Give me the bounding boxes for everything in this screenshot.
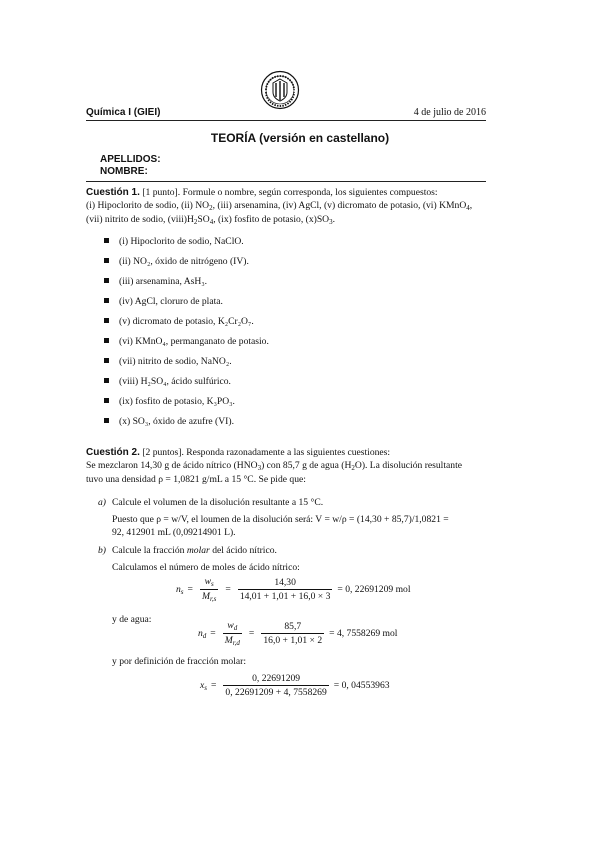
list-item: (vii) nitrito de sodio, NaNO₂. <box>104 356 232 367</box>
part-a-label: a) <box>98 497 106 508</box>
question-2-statement: Cuestión 2. [2 puntos]. Responda razonadamente a las siguientes cuestiones: Se mezclaron 14,30 g de ácido nítrico $(HNO_3)$ con 85,7 g de agua $(H_2O)$. La disolución resultante tuvo una densidad ρ = 1,0821 g/mL a 15 °C. Se pide que: <box>86 447 488 487</box>
list-item: (ix) fosfito de potasio, K₃PO₃. <box>104 396 235 407</box>
water-label: y de agua: <box>112 614 152 625</box>
question-1-line2a: (i) Hipoclorito de sodio, (ii) NO <box>86 199 210 211</box>
fraction: $\frac{85,7}{16,0 + 1,01 \times 2}$ <box>263 621 323 646</box>
definition-label: y por definición de fracción molar: <box>112 656 246 667</box>
list-item: (x) SO₃, óxido de azufre (VI). <box>104 416 234 427</box>
list-item: (i) Hipoclorito de sodio, NaClO. <box>104 236 244 247</box>
question-1-line2b: , (iii) arsenamina, (iv) AgCl, (v) dicromato de potasio, (vi) KMnO <box>212 199 467 211</box>
name-label: NOMBRE: <box>100 166 148 177</box>
bullet-icon <box>104 338 109 343</box>
fraction: $\frac{14,30}{14,01 + 1,01 + 16,0 \times 3}$ <box>239 577 331 602</box>
question-2-line2: tuvo una densidad ρ = 1,0821 g/mL a 15 °C. Se pide que: <box>86 474 306 486</box>
list-item: (v) dicromato de potasio, K₂Cr₂O₇. <box>104 316 254 327</box>
exam-date: 4 de julio de 2016 <box>413 107 486 118</box>
question-2-line1c: O). La disolución resultante <box>354 459 462 471</box>
bullet-icon <box>104 398 109 403</box>
part-b-label: b) <box>98 545 106 556</box>
name-rule <box>86 181 486 182</box>
university-seal-logo <box>260 70 300 110</box>
list-item: (iv) AgCl, cloruro de plata. <box>104 296 223 307</box>
list-item: (iii) arsenamina, AsH₃. <box>104 276 207 287</box>
equation-moles-acid: $n_s$ = $\frac{w_s}{M_{r,s}}$ = $\frac{14,30}{14,01 + 1,01 + 16,0 \times 3}$ = 0, 22691209 mol <box>176 576 411 603</box>
bullet-icon <box>104 358 109 363</box>
header-rule <box>86 120 486 121</box>
part-a-question: Calcule el volumen de la disolución resultante a 15 °C. <box>112 497 324 508</box>
bullet-icon <box>104 238 109 243</box>
question-1-statement: Cuestión 1. [1 punto]. Formule o nombre, según corresponda, los siguientes compuestos: (i) Hipoclorito de sodio, (ii) $NO_2$, (iii) arsenamina, (iv) AgCl, (v) dicromato de potasio, (vi) KMnO$_4$, (vii) nitrito de sodio, $(viii)H_2SO_4$, (ix) fosfito de potasio, $(x)SO_3$. <box>86 187 473 227</box>
course-name: Química I (GIEI) <box>86 107 161 118</box>
bullet-icon <box>104 418 109 423</box>
part-b-question: Calcule la fracción molar del ácido nítrico. <box>112 545 277 556</box>
question-1-line3a: (vii) nitrito de sodio, (viii)H <box>86 214 194 226</box>
question-1-heading: Cuestión 1. <box>86 187 140 198</box>
fraction: $\frac{0, 22691209}{0, 22691209 + 4, 7558269}$ <box>225 673 327 698</box>
question-1-text: . Formule o nombre, según corresponda, los siguientes compuestos: <box>177 187 438 198</box>
question-1-points: [1 punto] <box>142 187 178 198</box>
question-2-intro: . Responda razonadamente a las siguientes cuestiones: <box>181 447 391 458</box>
fraction: $\frac{w_d}{M_{r,d}}$ <box>224 620 240 647</box>
bullet-icon <box>104 258 109 263</box>
page-title: TEORÍA (versión en castellano) <box>210 131 390 145</box>
question-2-points: [2 puntos] <box>142 447 182 458</box>
list-item: (vi) KMnO₄, permanganato de potasio. <box>104 336 269 347</box>
part-a-answer: Puesto que ρ = w/V, el loumen de la disolución será: V = w/ρ = (14,30 + 85,7)/1,0821 = 92, 412901 mL (0,09214901 L). <box>112 514 449 538</box>
list-item: (viii) H₂SO₄, ácido sulfúrico. <box>104 376 231 387</box>
question-2-line1a: Se mezclaron 14,30 g de ácido nítrico (HNO <box>86 459 258 471</box>
bullet-icon <box>104 378 109 383</box>
bullet-icon <box>104 318 109 323</box>
surname-label: APELLIDOS: <box>100 154 161 165</box>
question-2-line1b: ) con 85,7 g de agua (H <box>261 459 352 471</box>
bullet-icon <box>104 298 109 303</box>
question-2-heading: Cuestión 2. <box>86 447 140 458</box>
fraction: $\frac{w_s}{M_{r,s}}$ <box>201 576 217 603</box>
part-b-intro: Calculamos el número de moles de ácido nítrico: <box>112 562 300 573</box>
question-1-line3b: SO <box>197 214 210 226</box>
list-item: (ii) NO₂, óxido de nitrógeno (IV). <box>104 256 249 267</box>
equation-moles-water: $n_d$ = $\frac{w_d}{M_{r,d}}$ = $\frac{85,7}{16,0 + 1,01 \times 2}$ = 4, 7558269 mol <box>198 620 398 647</box>
bullet-icon <box>104 278 109 283</box>
question-1-line3c: , (ix) fosfito de potasio, (x)SO <box>213 214 330 226</box>
equation-mole-fraction: $x_s$ = $\frac{0, 22691209}{0, 22691209 + 4, 7558269}$ = 0, 04553963 <box>200 673 390 698</box>
